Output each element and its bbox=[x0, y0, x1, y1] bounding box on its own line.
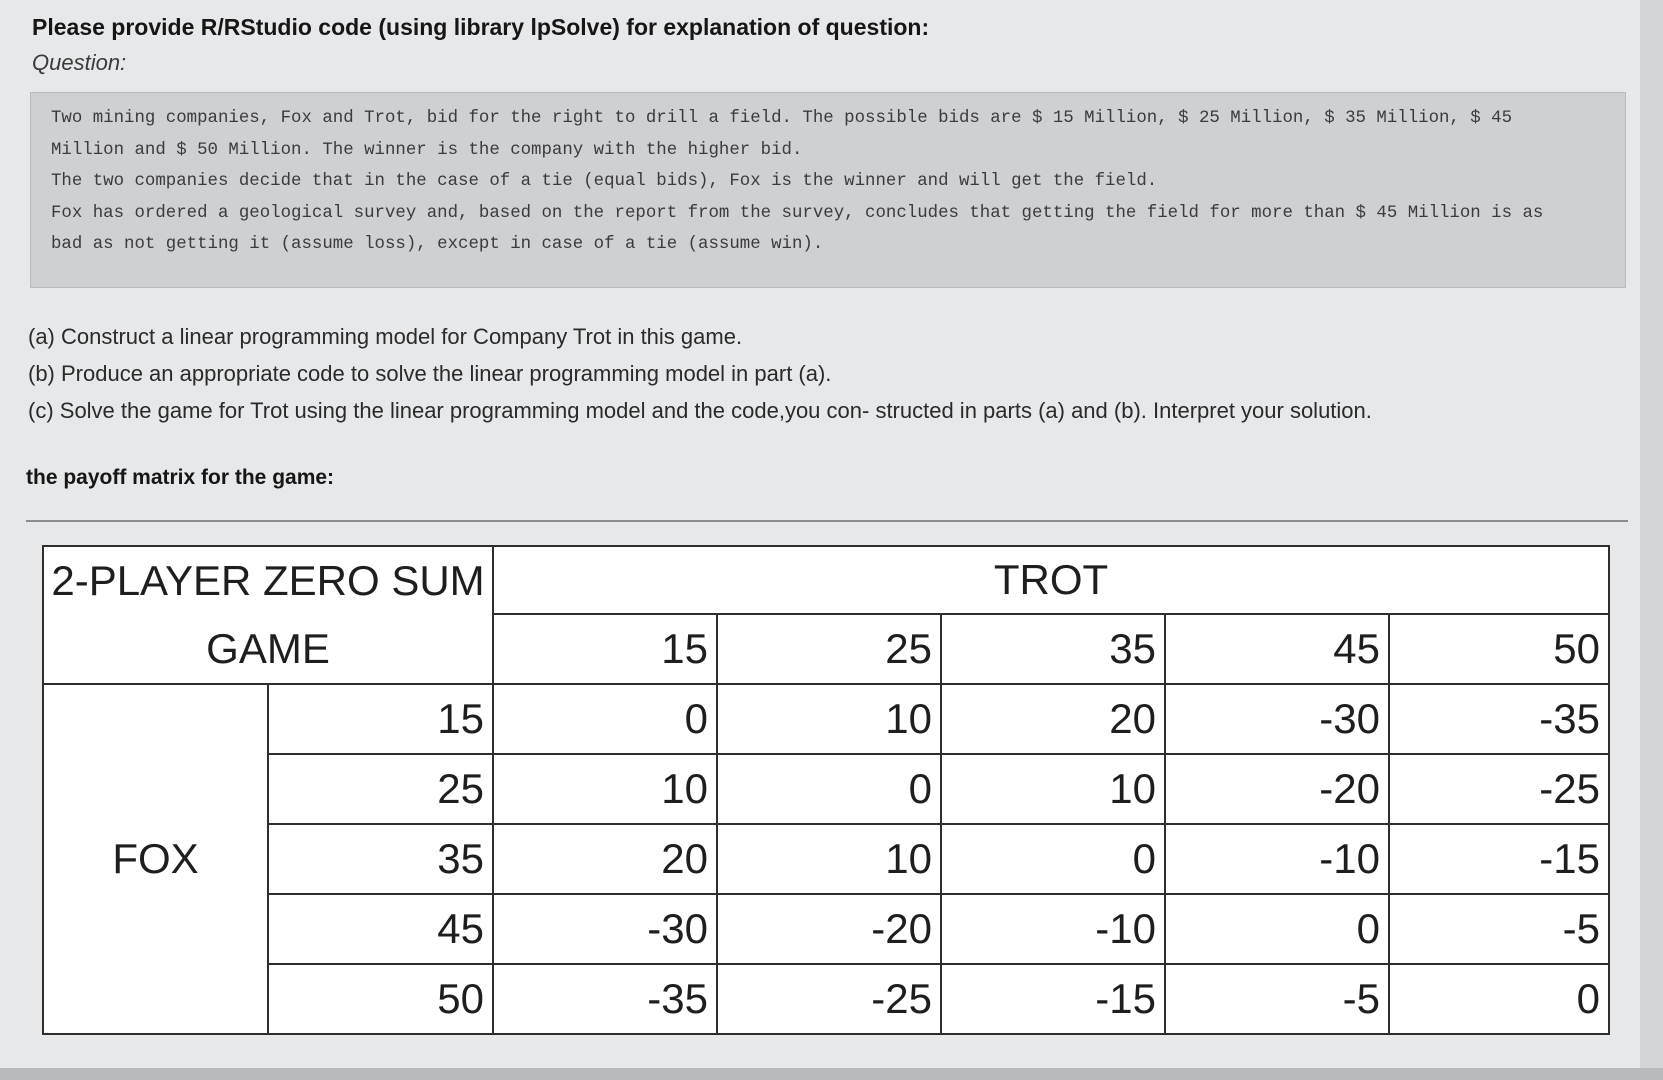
part-c: (c) Solve the game for Trot using the linear programming model and the code,you con- structed in parts (a) and (b). Interpret your solution. bbox=[28, 398, 1372, 423]
payoff-cell: 10 bbox=[718, 825, 942, 895]
column-header: 35 bbox=[942, 615, 1166, 685]
payoff-cell: -30 bbox=[494, 895, 718, 965]
payoff-cell: -35 bbox=[1390, 685, 1608, 755]
payoff-cell: -35 bbox=[494, 965, 718, 1033]
part-b: (b) Produce an appropriate code to solve the linear programming model in part (a). bbox=[28, 361, 832, 386]
page-heading: Please provide R/RStudio code (using library lpSolve) for explanation of question: bbox=[32, 14, 930, 40]
column-header: 25 bbox=[718, 615, 942, 685]
payoff-cell: 10 bbox=[942, 755, 1166, 825]
row-header: 35 bbox=[269, 825, 494, 895]
question-text-box bbox=[30, 92, 1626, 288]
game-title-line-2: GAME bbox=[206, 625, 330, 672]
payoff-cell: -10 bbox=[942, 895, 1166, 965]
part-a: (a) Construct a linear programming model for Company Trot in this game. bbox=[28, 324, 743, 349]
row-header: 15 bbox=[269, 685, 494, 755]
question-line: Fox has ordered a geological survey and, based on the report from the survey, concludes that getting the field for more than $ 45 Million is as bbox=[51, 203, 1544, 223]
question-line: Million and $ 50 Million. The winner is the company with the higher bid. bbox=[51, 140, 803, 160]
column-header: 45 bbox=[1166, 615, 1390, 685]
payoff-cell: -5 bbox=[1390, 895, 1608, 965]
payoff-cell: 20 bbox=[494, 825, 718, 895]
payoff-cell: -20 bbox=[1166, 755, 1390, 825]
payoff-cell: -25 bbox=[718, 965, 942, 1033]
game-title-line-1: 2-PLAYER ZERO SUM bbox=[51, 557, 485, 604]
payoff-cell: -5 bbox=[1166, 965, 1390, 1033]
row-header: 50 bbox=[269, 965, 494, 1033]
row-header: 45 bbox=[269, 895, 494, 965]
game-title-cell bbox=[44, 547, 494, 685]
divider bbox=[26, 520, 1628, 522]
row-player-header: FOX bbox=[44, 685, 269, 1033]
column-player-header: TROT bbox=[494, 547, 1608, 615]
payoff-cell: 0 bbox=[494, 685, 718, 755]
question-subheading: Question: bbox=[32, 50, 127, 75]
payoff-cell: -15 bbox=[942, 965, 1166, 1033]
payoff-cell: -15 bbox=[1390, 825, 1608, 895]
question-parts bbox=[28, 318, 1372, 429]
question-line: The two companies decide that in the case of a tie (equal bids), Fox is the winner and will get the field. bbox=[51, 172, 1158, 191]
payoff-cell: 0 bbox=[1576, 975, 1600, 1022]
payoff-cell: -25 bbox=[1390, 755, 1608, 825]
payoff-cell: -30 bbox=[1166, 685, 1390, 755]
payoff-cell: 10 bbox=[494, 755, 718, 825]
payoff-cell: 10 bbox=[718, 685, 942, 755]
screen-bottom-edge bbox=[0, 1068, 1663, 1080]
payoff-matrix-table bbox=[42, 545, 1610, 1035]
row-header: 25 bbox=[269, 755, 494, 825]
payoff-cell: 20 bbox=[942, 685, 1166, 755]
payoff-cell: -10 bbox=[1166, 825, 1390, 895]
payoff-matrix-label: the payoff matrix for the game: bbox=[26, 466, 335, 489]
column-header: 15 bbox=[494, 615, 718, 685]
column-header: 50 bbox=[1390, 615, 1608, 685]
question-line: Two mining companies, Fox and Trot, bid for the right to drill a field. The possible bids are $ 15 Million, $ 25 Million, $ 35 Million, $ 45 bbox=[51, 109, 1513, 128]
payoff-cell: -20 bbox=[718, 895, 942, 965]
payoff-cell: 0 bbox=[718, 755, 942, 825]
payoff-cell: 0 bbox=[1166, 895, 1390, 965]
payoff-cell: 0 bbox=[942, 825, 1166, 895]
question-line: bad as not getting it (assume loss), except in case of a tie (assume win). bbox=[51, 235, 824, 254]
